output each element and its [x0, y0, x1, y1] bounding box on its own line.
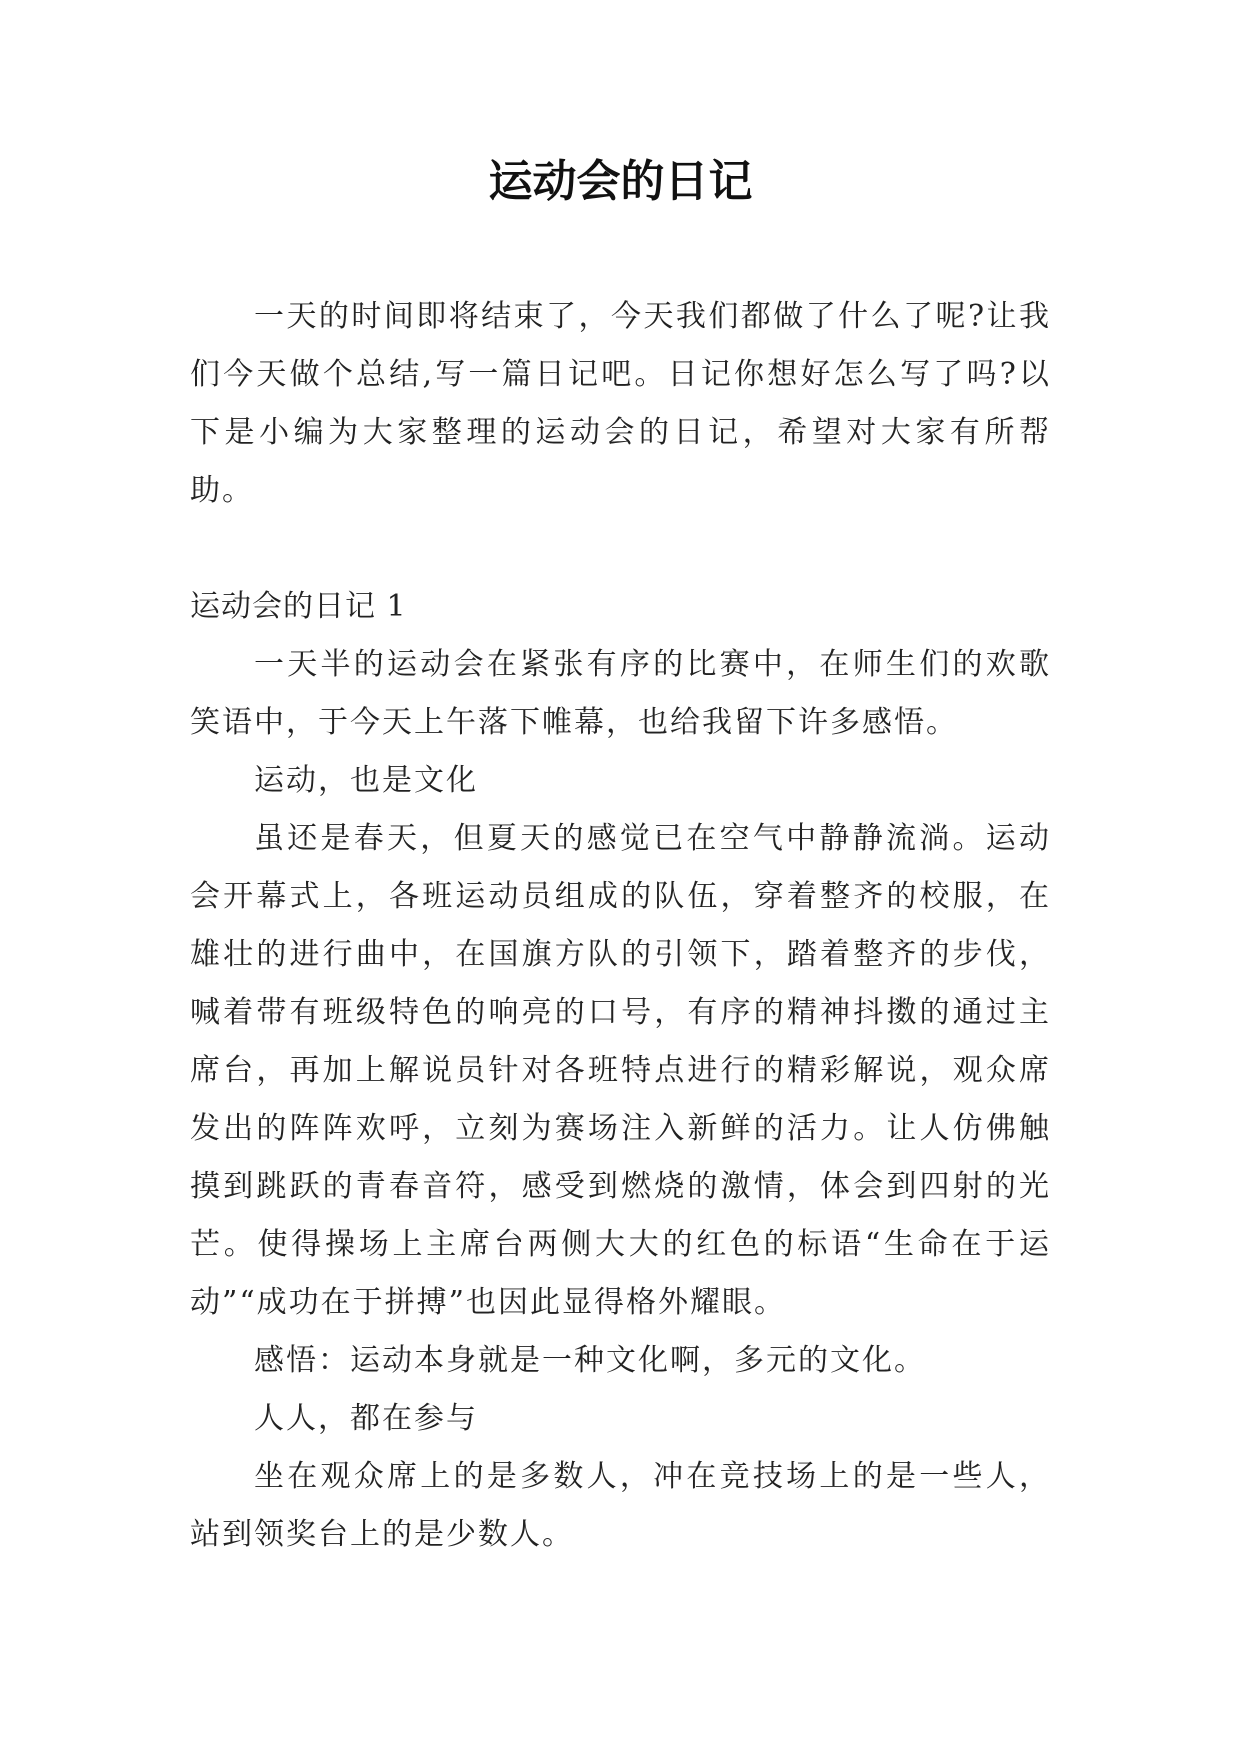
body-paragraph: 一天半的运动会在紧张有序的比赛中，在师生们的欢歌笑语中，于今天上午落下帷幕，也给我留下许多感悟。 [190, 647, 1051, 740]
body-paragraph: 虽还是春天，但夏天的感觉已在空气中静静流淌。运动会开幕式上，各班运动员组成的队伍，穿着整齐的校服，在雄壮的进行曲中，在国旗方队的引领下，踏着整齐的步伐，喊着带有班级特色的响亮的口号，有序的精神抖擞的通过主席台，再加上解说员针对各班特点进行的精彩解说，观众席发出的阵阵欢呼，立刻为赛场注入新鲜的活力。让人仿佛触摸到跳跃的青春音符，感受到燃烧的激情，体会到四射的光芒。使得操场上主席台两侧大大的红色的标语“生命在于运动”“成功在于拼搏”也因此显得格外耀眼。 [190, 821, 1051, 1320]
subheading-paragraph: 人人，都在参与 [254, 1401, 478, 1436]
body-paragraph: 感悟：运动本身就是一种文化啊，多元的文化。 [254, 1343, 926, 1378]
document-body [190, 288, 1051, 1564]
document-title: 运动会的日记 [488, 156, 753, 207]
intro-paragraph: 一天的时间即将结束了，今天我们都做了什么了呢?让我们今天做个总结,写一篇日记吧。日记你想好怎么写了吗?以下是小编为大家整理的运动会的日记，希望对大家有所帮助。 [190, 299, 1051, 508]
body-paragraph: 坐在观众席上的是多数人，冲在竞技场上的是一些人，站到领奖台上的是少数人。 [190, 1459, 1051, 1552]
section-heading: 运动会的日记 1 [190, 589, 407, 624]
subheading-paragraph: 运动，也是文化 [254, 763, 478, 798]
paragraph-spacer [190, 520, 1051, 578]
